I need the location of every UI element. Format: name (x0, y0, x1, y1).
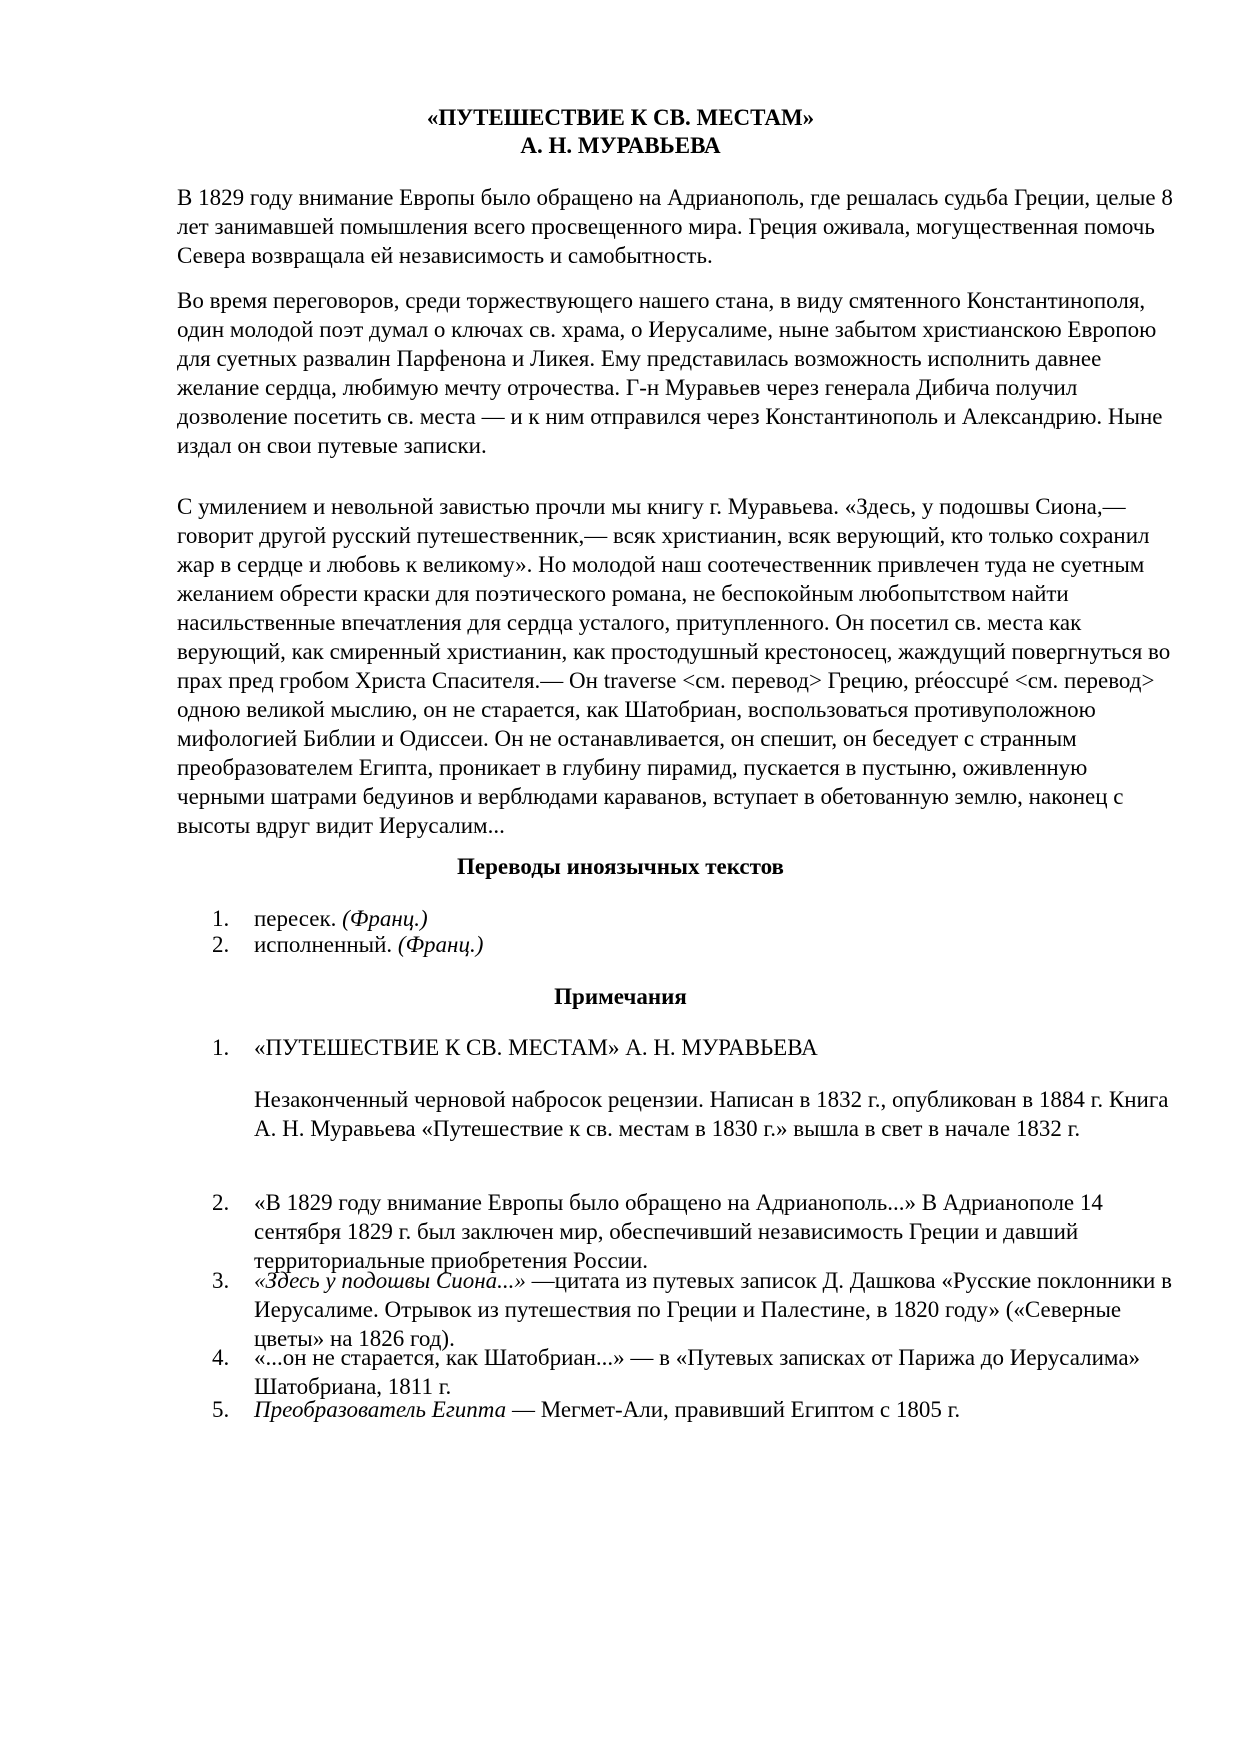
note-body: Незаконченный черновой набросок рецензии. Написан в 1832 г., опубликован в 1884 г. Книга А. Н. Муравьева «Путешествие к св. местам в 1830 г.» вышла в свет в начале 1832 г. (254, 1087, 1169, 1141)
list-number: 2. (212, 1190, 230, 1215)
note-text: — Мегмет-Али, правивший Египтом с 1805 г. (506, 1397, 961, 1422)
translation-text: пересек. (254, 906, 337, 931)
list-number: 5. (212, 1397, 230, 1422)
title-line-1: «ПУТЕШЕСТВИЕ К СВ. МЕСТАМ» (426, 105, 815, 130)
list-number: 1. (212, 1035, 230, 1060)
note-text: —цитата из путевых записок Д. Дашкова «Русские поклонники в Иерусалиме. Отрывок из путешествия по Греции и Палестине, в 1820 году» («Северные цветы» на 1826 год). (254, 1268, 1172, 1351)
list-number: 4. (212, 1345, 230, 1370)
translation-language: (Франц.) (342, 906, 428, 931)
paragraph-2: Во время переговоров, среди торжествующего нашего стана, в виду смятенного Константинополя, один молодой поэт думал о ключах св. храма, о Иерусалиме, ныне забытом христианскою Европою для суетных развалин Парфенона и Ликея. Ему представилась возможность исполнить давнее желание сердца, любимую мечту отрочества. Г-н Муравьев через генерала Дибича получил дозволение посетить св. места — и к ним отправился через Константинополь и Александрию. Ныне издал он свои путевые записки. (177, 288, 1163, 458)
translation-language: (Франц.) (397, 932, 484, 957)
paragraph-1: В 1829 году внимание Европы было обращено на Адрианополь, где решалась судьба Греции, целые 8 лет занимавшей помышления всего просвещенного мира. Греция оживала, могущественная помочь Севера возвращала ей независимость и самобытность. (177, 185, 1173, 268)
note-title: «ПУТЕШЕСТВИЕ К СВ. МЕСТАМ» А. Н. МУРАВЬЕВА (254, 1035, 818, 1060)
notes-heading: Примечания (554, 984, 687, 1009)
note-quote: Преобразователь Египта (254, 1397, 507, 1422)
list-number: 1. (212, 906, 230, 931)
list-number: 2. (212, 932, 230, 957)
paragraph-3: С умилением и невольной завистью прочли мы книгу г. Муравьева. «Здесь, у подошвы Сиона,— говорит другой русский путешественник,— всяк христианин, всяк верующий, кто только сохранил жар в сердце и любовь к великому». Но молодой наш соотечественник привлечен туда не суетным желанием обрести краски для поэтического романа, не беспокойным любопытством найти насильственные впечатления для сердца усталого, притупленного. Он посетил св. места как верующий, как смиренный христианин, как простодушный крестоносец, жаждущий повергнуться во прах пред гробом Христа Спасителя.— Он traverse <см. перевод> Грецию, préoccupé <см. перевод> одною великой мыслию, он не старается, как Шатобриан, воспользоваться противуположною мифологией Библии и Одиссеи. Он не останавливается, он спешит, он беседует с странным преобразователем Египта, проникает в глубину пирамид, пускается в пустыню, оживленную черными шатрами бедуинов и верблюдами караванов, вступает в обетованную землю, наконец с высоты вдруг видит Иерусалим... (177, 494, 1171, 838)
translations-heading: Переводы иноязычных текстов (457, 854, 784, 879)
title-line-2: А. Н. МУРАВЬЕВА (520, 133, 721, 158)
note-quote: «Здесь у подошвы Сиона...» (254, 1268, 526, 1293)
note-text: «В 1829 году внимание Европы было обращено на Адрианополь...» В Адрианополе 14 сентября 1829 г. был заключен мир, обеспечивший независимость Греции и давший территориальные приобретения России. (254, 1190, 1103, 1273)
translation-text: исполненный. (254, 932, 393, 957)
list-number: 3. (212, 1268, 230, 1293)
note-text: «...он не старается, как Шатобриан...» — в «Путевых записках от Парижа до Иерусалима» Шатобриана, 1811 г. (254, 1345, 1141, 1399)
